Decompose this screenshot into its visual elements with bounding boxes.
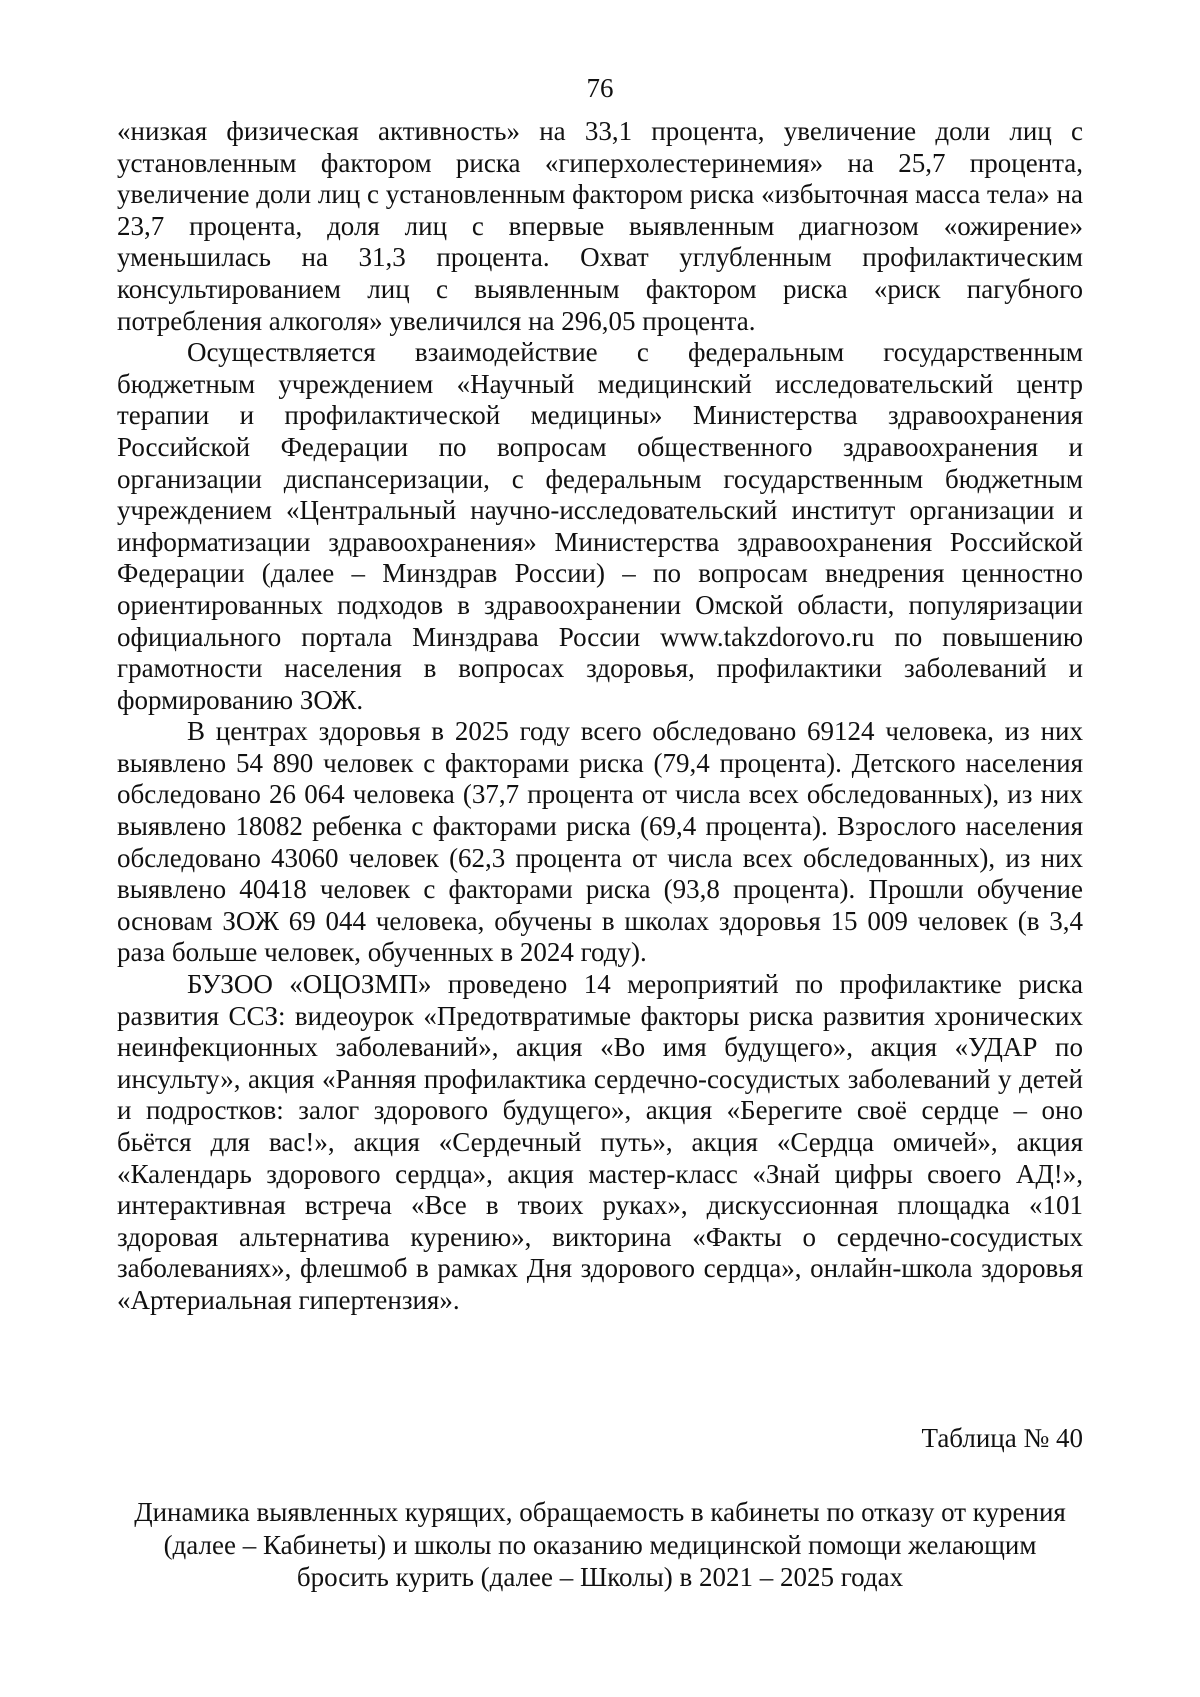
table-caption: Динамика выявленных курящих, обращаемость в кабинеты по отказу от курения (далее – Кабинеты) и школы по оказанию медицинской помощи желающим бросить курить (далее – Школы) в 2021 – 2025 годах	[134, 1497, 1066, 1592]
paragraph-risk-factors: «низкая физическая активность» на 33,1 процента, увеличение доли лиц с установленным фактором риска «гиперхолестеринемия» на 25,7 процента, увеличение доли лиц с установленным фактором риска «избыточная масса тела» на 23,7 процента, доля лиц с впервые выявленным диагнозом «ожирение» уменьшилась на 31,3 процента. Охват углубленным профилактическим консультированием лиц с выявленным фактором риска «риск пагубного потребления алкоголя» увеличился на 296,05 процента.	[117, 116, 1083, 336]
paragraph-events: БУЗОО «ОЦОЗМП» проведено 14 мероприятий по профилактике риска развития ССЗ: видеоурок «Предотвратимые факторы риска развития хронических неинфекционных заболеваний», акция «Во имя будущего», акция «УДАР по инсульту», акция «Ранняя профилактика сердечно-сосудистых заболеваний у детей и подростков: залог здорового будущего», акция «Берегите своё сердце – оно бьётся для вас!», акция «Сердечный путь», акция «Сердца омичей», акция «Календарь здорового сердца», акция мастер-класс «Знай цифры своего АД!», интерактивная встреча «Все в твоих руках», дискуссионная площадка «101 здоровая альтернатива курению», викторина «Факты о сердечно-сосудистых заболеваниях», флешмоб в рамках Дня здорового сердца», онлайн-школа здоровья «Артериальная гипертензия».	[117, 969, 1083, 1315]
paragraph-health-centers: В центрах здоровья в 2025 году всего обследовано 69124 человека, из них выявлено 54 890 человек с факторами риска (79,4 процента). Детского населения обследовано 26 064 человека (37,7 процента от числа всех обследованных), из них выявлено 18082 ребенка с факторами риска (69,4 процента). Взрослого населения обследовано 43060 человек (62,3 процента от числа всех обследованных), из них выявлено 40418 человек с факторами риска (93,8 процента). Прошли обучение основам ЗОЖ 69 044 человека, обучены в школах здоровья 15 009 человек (в 3,4 раза больше человек, обученных в 2024 году).	[117, 716, 1083, 968]
table-number-label: Таблица № 40	[921, 1423, 1083, 1453]
paragraph-cooperation: Осуществляется взаимодействие с федеральным государственным бюджетным учреждением «Научный медицинский исследовательский центр терапии и профилактической медицины» Министерства здравоохранения Российской Федерации по вопросам общественного здравоохранения и организации диспансеризации, с федеральным государственным бюджетным учреждением «Центральный научно-исследовательский институт организации и информатизации здравоохранения» Министерства здравоохранения Российской Федерации (далее – Минздрав России) – по вопросам внедрения ценностно ориентированных подходов в здравоохранении Омской области, популяризации официального портала Минздрава России www.takzdorovo.ru по повышению грамотности населения в вопросах здоровья, профилактики заболеваний и формированию ЗОЖ.	[117, 337, 1083, 715]
document-body	[117, 116, 1083, 1317]
page-number: 76	[586, 73, 614, 103]
